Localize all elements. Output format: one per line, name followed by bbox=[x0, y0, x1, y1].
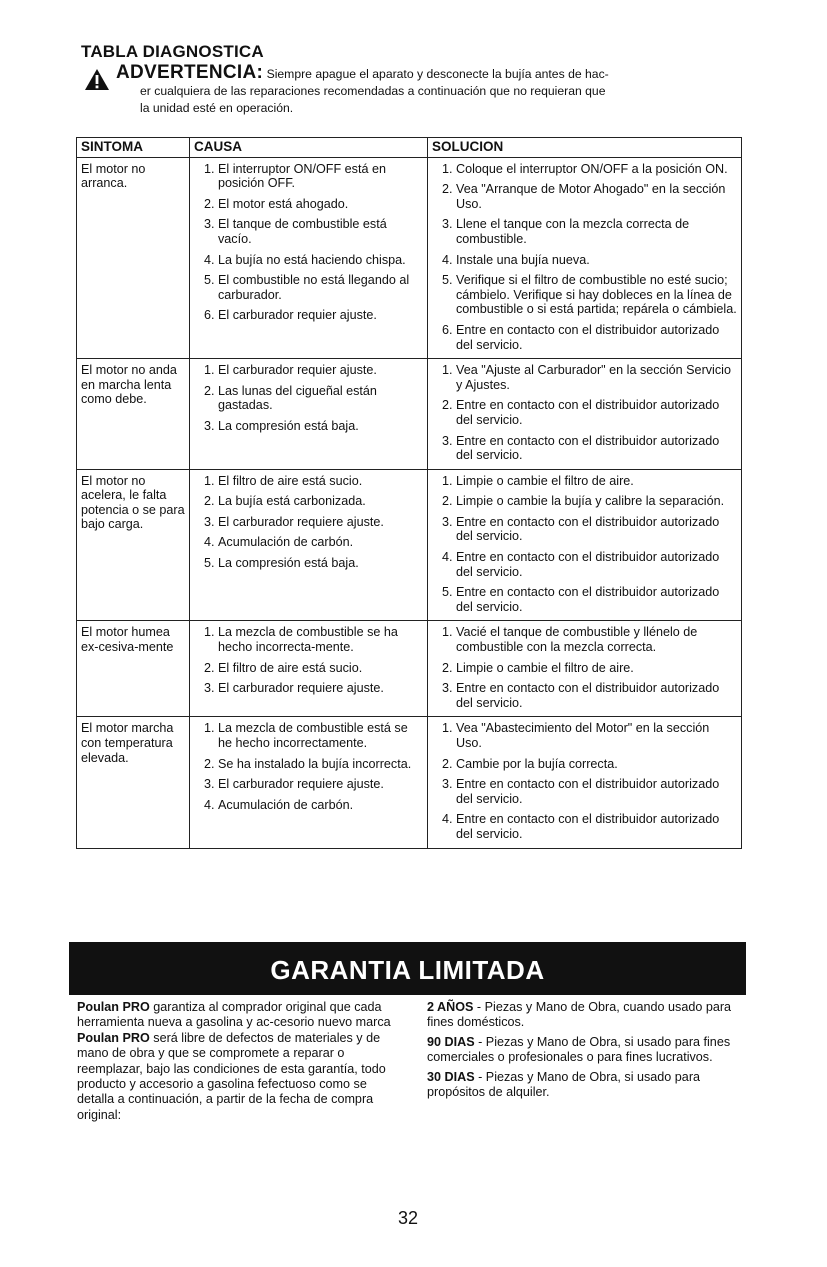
warning-text-1: Siempre apague el aparato y desconecte la bujía antes de hac- bbox=[266, 67, 609, 81]
cause-item: 4. Acumulación de carbón. bbox=[218, 535, 423, 550]
solution-item: 4. Entre en contacto con el distribuidor autorizado del servicio. bbox=[456, 812, 737, 841]
solution-item: 5. Verifique si el filtro de combustible no esté sucio; cámbielo. Verifique si hay dobleces en la línea de combustible o si está partida; repárela o cámbiela. bbox=[456, 273, 737, 317]
warranty-term bbox=[427, 1035, 745, 1066]
cause-item: 2. Las lunas del cigueñal están gastadas. bbox=[218, 384, 423, 413]
solution-cell bbox=[428, 359, 742, 470]
cause-list bbox=[194, 625, 423, 695]
solution-cell bbox=[428, 717, 742, 848]
solution-item: 3. Llene el tanque con la mezcla correcta de combustible. bbox=[456, 217, 737, 246]
table-row bbox=[77, 469, 742, 621]
warranty-text-a: garantiza al comprador original que cada herramienta nueva a gasolina y ac-cesorio nuevo marca bbox=[77, 1000, 391, 1030]
cause-item: 4. Acumulación de carbón. bbox=[218, 798, 423, 813]
warranty-term bbox=[427, 1000, 745, 1031]
table-body bbox=[77, 157, 742, 848]
warranty-left-text bbox=[77, 1000, 400, 1123]
solution-item: 2. Limpie o cambie el filtro de aire. bbox=[456, 661, 737, 676]
symptom-cell: El motor no anda en marcha lenta como debe. bbox=[77, 359, 190, 470]
cause-item: 4. La bujía no está haciendo chispa. bbox=[218, 253, 423, 268]
warranty-terms bbox=[427, 1000, 745, 1104]
solution-item: 4. Instale una bujía nueva. bbox=[456, 253, 737, 268]
warning-triangle-icon bbox=[84, 68, 110, 91]
solution-item: 3. Entre en contacto con el distribuidor autorizado del servicio. bbox=[456, 777, 737, 806]
warranty-term bbox=[427, 1070, 745, 1101]
warning-heading: ADVERTENCIA: bbox=[116, 62, 264, 83]
table-header-row bbox=[77, 138, 742, 158]
cause-list bbox=[194, 474, 423, 571]
warning-text-2: er cualquiera de las reparaciones recomendadas a continuación que no requieran que bbox=[140, 84, 606, 98]
cause-item: 1. La mezcla de combustible está se he hecho incorrectamente. bbox=[218, 721, 423, 750]
solution-item: 2. Cambie por la bujía correcta. bbox=[456, 757, 737, 772]
solution-item: 2. Vea "Arranque de Motor Ahogado" en la sección Uso. bbox=[456, 182, 737, 211]
cause-item: 6. El carburador requier ajuste. bbox=[218, 308, 423, 323]
symptom-cell: El motor no arranca. bbox=[77, 157, 190, 359]
solution-list bbox=[432, 474, 737, 615]
solution-item: 3. Entre en contacto con el distribuidor autorizado del servicio. bbox=[456, 434, 737, 463]
solution-item: 1. Limpie o cambie el filtro de aire. bbox=[456, 474, 737, 489]
solution-list bbox=[432, 363, 737, 463]
cause-cell bbox=[190, 157, 428, 359]
cause-cell bbox=[190, 469, 428, 621]
cause-item: 3. El carburador requiere ajuste. bbox=[218, 515, 423, 530]
cause-item: 1. La mezcla de combustible se ha hecho incorrecta-mente. bbox=[218, 625, 423, 654]
symptom-cell: El motor no acelera, le falta potencia o se para bajo carga. bbox=[77, 469, 190, 621]
solution-item: 1. Vea "Ajuste al Carburador" en la sección Servicio y Ajustes. bbox=[456, 363, 737, 392]
solution-item: 3. Entre en contacto con el distribuidor autorizado del servicio. bbox=[456, 681, 737, 710]
cause-item: 2. La bujía está carbonizada. bbox=[218, 494, 423, 509]
cause-item: 3. El carburador requiere ajuste. bbox=[218, 681, 423, 696]
warning-block bbox=[84, 64, 744, 117]
brand-name: Poulan PRO bbox=[77, 1000, 150, 1014]
cause-item: 2. El filtro de aire está sucio. bbox=[218, 661, 423, 676]
symptom-cell: El motor humea ex-cesiva-mente bbox=[77, 621, 190, 717]
solution-item: 5. Entre en contacto con el distribuidor autorizado del servicio. bbox=[456, 585, 737, 614]
cause-item: 3. La compresión está baja. bbox=[218, 419, 423, 434]
solution-item: 1. Vea "Abastecimiento del Motor" en la sección Uso. bbox=[456, 721, 737, 750]
cause-item: 3. El tanque de combustible está vacío. bbox=[218, 217, 423, 246]
cause-item: 1. El filtro de aire está sucio. bbox=[218, 474, 423, 489]
cause-list bbox=[194, 363, 423, 433]
header-sintoma: SINTOMA bbox=[77, 138, 190, 158]
cause-cell bbox=[190, 621, 428, 717]
solution-cell bbox=[428, 469, 742, 621]
header-causa: CAUSA bbox=[190, 138, 428, 158]
term-text: - Piezas y Mano de Obra, si usado para fines comerciales o profesionales o para fines lucrativos. bbox=[427, 1034, 731, 1065]
solution-list bbox=[432, 625, 737, 710]
solution-item: 1. Coloque el interruptor ON/OFF a la posición ON. bbox=[456, 162, 737, 177]
brand-name-2: Poulan PRO bbox=[77, 1030, 150, 1045]
warranty-banner: GARANTIA LIMITADA bbox=[69, 942, 746, 995]
term-text: - Piezas y Mano de Obra, si usado para propósitos de alquiler. bbox=[427, 1069, 701, 1100]
table-row bbox=[77, 157, 742, 359]
solution-item: 1. Vacié el tanque de combustible y llénelo de combustible con la mezcla correcta. bbox=[456, 625, 737, 654]
cause-cell bbox=[190, 359, 428, 470]
warning-text-3: la unidad esté en operación. bbox=[140, 101, 294, 115]
solution-item: 3. Entre en contacto con el distribuidor autorizado del servicio. bbox=[456, 515, 737, 544]
solution-cell bbox=[428, 621, 742, 717]
solution-item: 2. Entre en contacto con el distribuidor autorizado del servicio. bbox=[456, 398, 737, 427]
symptom-cell: El motor marcha con temperatura elevada. bbox=[77, 717, 190, 848]
term-period: 90 DIAS bbox=[427, 1034, 475, 1049]
solution-list bbox=[432, 162, 737, 353]
cause-list bbox=[194, 721, 423, 812]
term-period: 30 DIAS bbox=[427, 1069, 475, 1084]
page-title: TABLA DIAGNOSTICA bbox=[81, 42, 264, 61]
header-solucion: SOLUCION bbox=[428, 138, 742, 158]
cause-item: 2. Se ha instalado la bujía incorrecta. bbox=[218, 757, 423, 772]
table-row bbox=[77, 359, 742, 470]
cause-list bbox=[194, 162, 423, 323]
cause-item: 1. El interruptor ON/OFF está en posición OFF. bbox=[218, 162, 423, 191]
term-text: - Piezas y Mano de Obra, cuando usado para fines domésticos. bbox=[427, 1000, 732, 1030]
cause-item: 5. El combustible no está llegando al carburador. bbox=[218, 273, 423, 302]
term-period: 2 AÑOS bbox=[427, 1000, 474, 1014]
cause-item: 2. El motor está ahogado. bbox=[218, 197, 423, 212]
table-row bbox=[77, 621, 742, 717]
cause-item: 5. La compresión está baja. bbox=[218, 556, 423, 571]
page-number: 32 bbox=[398, 1208, 419, 1228]
solution-item: 2. Limpie o cambie la bujía y calibre la separación. bbox=[456, 494, 737, 509]
solution-item: 4. Entre en contacto con el distribuidor autorizado del servicio. bbox=[456, 550, 737, 579]
cause-cell bbox=[190, 717, 428, 848]
cause-item: 1. El carburador requier ajuste. bbox=[218, 363, 423, 378]
solution-list bbox=[432, 721, 737, 841]
cause-item: 3. El carburador requiere ajuste. bbox=[218, 777, 423, 792]
table-row bbox=[77, 717, 742, 848]
solution-item: 6. Entre en contacto con el distribuidor autorizado del servicio. bbox=[456, 323, 737, 352]
warranty-text-b: será libre de defectos de materiales y de mano de obra y que se compromete a reparar o reemplazar, bajo las condiciones de esta garantía, todo producto y accesorio a gasolina fefectuoso como se detalla a continuación, a partir de la fecha de compra original: bbox=[77, 1030, 386, 1122]
solution-cell bbox=[428, 157, 742, 359]
diagnostic-table bbox=[76, 137, 742, 849]
